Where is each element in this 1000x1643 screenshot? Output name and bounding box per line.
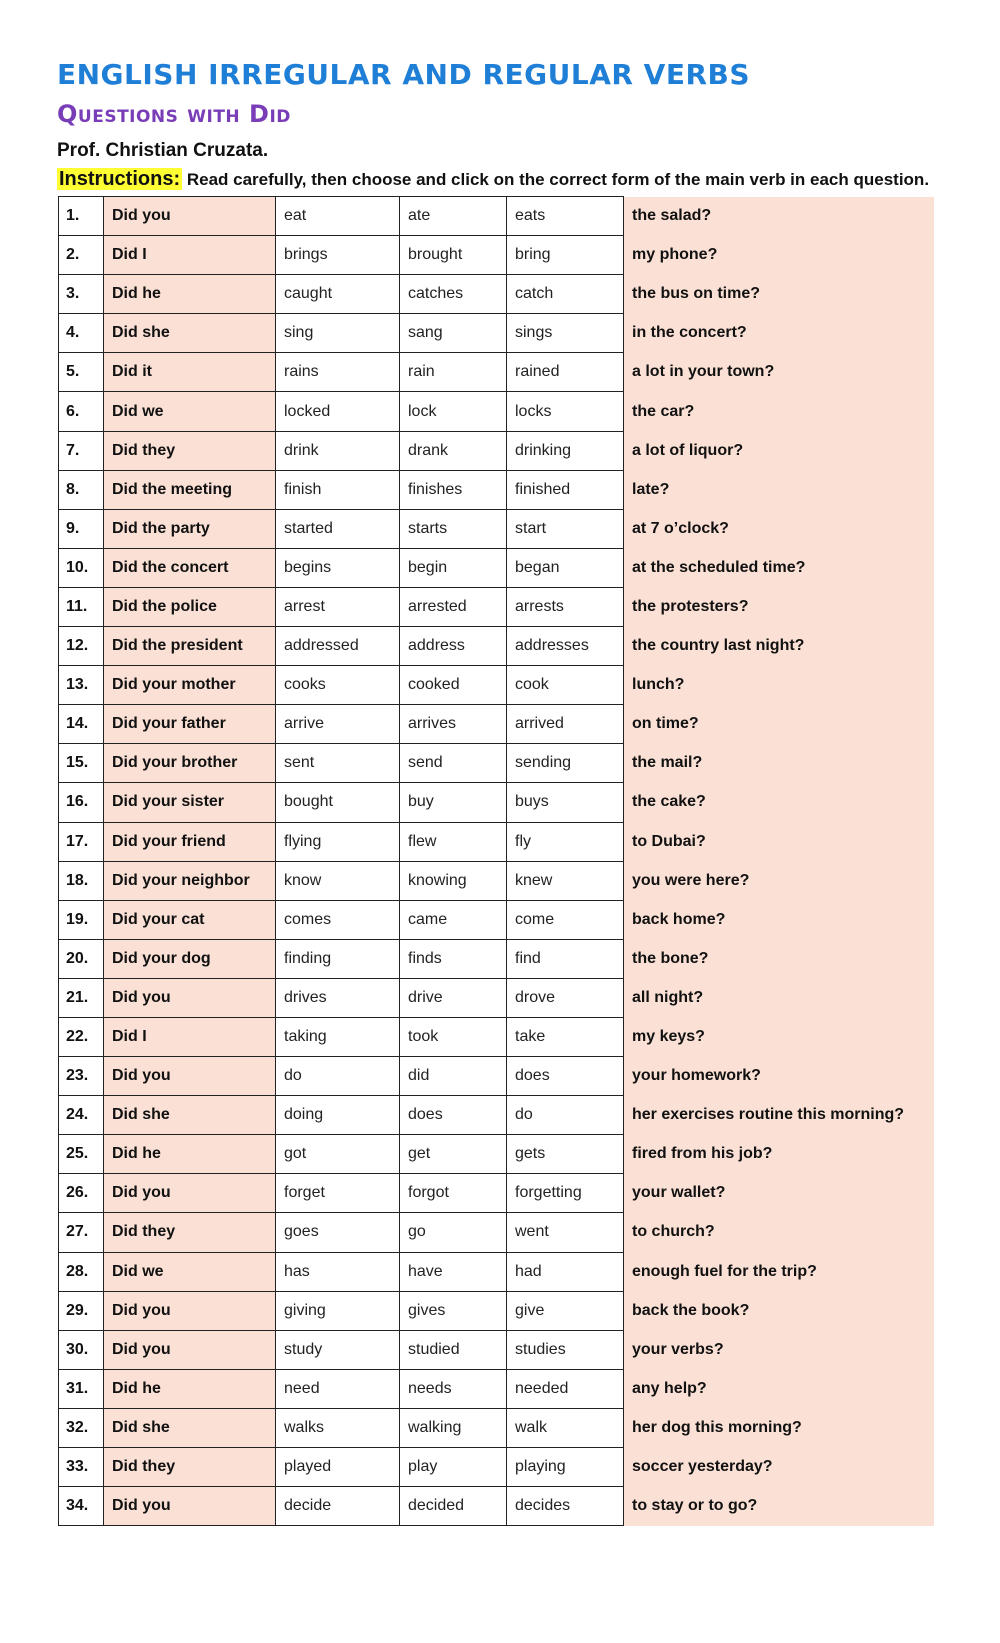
- question-number: 32.: [59, 1408, 104, 1447]
- verb-option-2[interactable]: go: [400, 1213, 507, 1252]
- verb-option-2[interactable]: lock: [400, 392, 507, 431]
- question-number: 10.: [59, 548, 104, 587]
- question-row: [59, 1174, 934, 1213]
- question-number: 17.: [59, 822, 104, 861]
- verb-option-3[interactable]: give: [507, 1291, 624, 1330]
- question-row: [59, 353, 934, 392]
- question-row: [59, 236, 934, 275]
- question-number: 16.: [59, 783, 104, 822]
- question-number: 29.: [59, 1291, 104, 1330]
- question-number: 22.: [59, 1017, 104, 1056]
- verb-option-3[interactable]: sending: [507, 744, 624, 783]
- verb-option-3[interactable]: finished: [507, 470, 624, 509]
- verb-option-2[interactable]: knowing: [400, 861, 507, 900]
- question-row: [59, 1408, 934, 1447]
- instructions: [57, 168, 929, 191]
- question-ending: to Dubai?: [624, 822, 934, 861]
- question-number: 21.: [59, 978, 104, 1017]
- question-subject: Did they: [104, 1213, 276, 1252]
- verb-option-1[interactable]: arrest: [276, 587, 400, 626]
- verb-option-1[interactable]: doing: [276, 1096, 400, 1135]
- question-row: [59, 197, 934, 236]
- question-subject: Did she: [104, 314, 276, 353]
- verb-option-3[interactable]: arrived: [507, 705, 624, 744]
- question-subject: Did your father: [104, 705, 276, 744]
- question-number: 27.: [59, 1213, 104, 1252]
- verb-option-1[interactable]: eat: [276, 197, 400, 236]
- question-subject: Did we: [104, 392, 276, 431]
- question-subject: Did the police: [104, 587, 276, 626]
- question-number: 15.: [59, 744, 104, 783]
- verb-option-3[interactable]: come: [507, 900, 624, 939]
- question-number: 18.: [59, 861, 104, 900]
- verb-option-2[interactable]: arrives: [400, 705, 507, 744]
- verb-option-1[interactable]: drives: [276, 978, 400, 1017]
- question-ending: the protesters?: [624, 587, 934, 626]
- verb-option-3[interactable]: walk: [507, 1408, 624, 1447]
- verb-option-1[interactable]: has: [276, 1252, 400, 1291]
- question-row: [59, 666, 934, 705]
- verb-option-3[interactable]: drove: [507, 978, 624, 1017]
- verb-option-3[interactable]: knew: [507, 861, 624, 900]
- verb-option-3[interactable]: start: [507, 509, 624, 548]
- question-number: 26.: [59, 1174, 104, 1213]
- verb-option-2[interactable]: brought: [400, 236, 507, 275]
- verb-option-3[interactable]: forgetting: [507, 1174, 624, 1213]
- verb-question-rows: [59, 197, 934, 1526]
- verb-option-3[interactable]: sings: [507, 314, 624, 353]
- question-subject: Did your brother: [104, 744, 276, 783]
- question-ending: my keys?: [624, 1017, 934, 1056]
- question-ending: the country last night?: [624, 627, 934, 666]
- question-row: [59, 1448, 934, 1487]
- question-subject: Did the president: [104, 627, 276, 666]
- question-ending: your verbs?: [624, 1330, 934, 1369]
- question-row: [59, 939, 934, 978]
- question-ending: to stay or to go?: [624, 1487, 934, 1526]
- verb-option-2[interactable]: sang: [400, 314, 507, 353]
- question-ending: on time?: [624, 705, 934, 744]
- question-subject: Did they: [104, 431, 276, 470]
- question-number: 33.: [59, 1448, 104, 1487]
- verb-option-1[interactable]: forget: [276, 1174, 400, 1213]
- verb-option-2[interactable]: have: [400, 1252, 507, 1291]
- question-ending: enough fuel for the trip?: [624, 1252, 934, 1291]
- verb-option-2[interactable]: needs: [400, 1369, 507, 1408]
- question-subject: Did you: [104, 1487, 276, 1526]
- verb-option-1[interactable]: played: [276, 1448, 400, 1487]
- question-ending: any help?: [624, 1369, 934, 1408]
- question-subject: Did the meeting: [104, 470, 276, 509]
- question-row: [59, 548, 934, 587]
- verb-option-3[interactable]: addresses: [507, 627, 624, 666]
- verb-option-3[interactable]: eats: [507, 197, 624, 236]
- verb-option-1[interactable]: brings: [276, 236, 400, 275]
- question-subject: Did you: [104, 197, 276, 236]
- question-ending: fired from his job?: [624, 1135, 934, 1174]
- question-ending: the bus on time?: [624, 275, 934, 314]
- question-number: 24.: [59, 1096, 104, 1135]
- question-subject: Did you: [104, 1174, 276, 1213]
- question-row: [59, 275, 934, 314]
- question-subject: Did your cat: [104, 900, 276, 939]
- question-ending: her exercises routine this morning?: [624, 1096, 934, 1135]
- question-row: [59, 1369, 934, 1408]
- author-name: Prof. Christian Cruzata.: [57, 140, 269, 161]
- question-subject: Did your mother: [104, 666, 276, 705]
- question-number: 4.: [59, 314, 104, 353]
- verb-option-1[interactable]: study: [276, 1330, 400, 1369]
- question-row: [59, 470, 934, 509]
- instructions-text: Read carefully, then choose and click on the correct form of the main verb in each question.: [182, 170, 930, 189]
- question-subject: Did the party: [104, 509, 276, 548]
- verb-option-3[interactable]: rained: [507, 353, 624, 392]
- worksheet-title: ENGLISH IRREGULAR AND REGULAR VERBS: [57, 58, 751, 91]
- verb-option-1[interactable]: cooks: [276, 666, 400, 705]
- question-number: 3.: [59, 275, 104, 314]
- verb-option-3[interactable]: take: [507, 1017, 624, 1056]
- question-ending: at 7 o’clock?: [624, 509, 934, 548]
- question-number: 23.: [59, 1057, 104, 1096]
- question-ending: a lot of liquor?: [624, 431, 934, 470]
- verb-option-1[interactable]: bought: [276, 783, 400, 822]
- verb-option-2[interactable]: cooked: [400, 666, 507, 705]
- question-ending: to church?: [624, 1213, 934, 1252]
- question-ending: my phone?: [624, 236, 934, 275]
- worksheet-subtitle: Questions with Did: [57, 100, 291, 128]
- verb-option-1[interactable]: sing: [276, 314, 400, 353]
- question-row: [59, 1291, 934, 1330]
- question-number: 6.: [59, 392, 104, 431]
- question-number: 19.: [59, 900, 104, 939]
- question-ending: the bone?: [624, 939, 934, 978]
- question-ending: soccer yesterday?: [624, 1448, 934, 1487]
- verb-option-3[interactable]: arrests: [507, 587, 624, 626]
- verb-option-2[interactable]: drive: [400, 978, 507, 1017]
- verb-option-3[interactable]: went: [507, 1213, 624, 1252]
- verb-option-1[interactable]: giving: [276, 1291, 400, 1330]
- question-subject: Did I: [104, 236, 276, 275]
- verb-option-2[interactable]: ate: [400, 197, 507, 236]
- verb-option-3[interactable]: buys: [507, 783, 624, 822]
- verb-option-3[interactable]: do: [507, 1096, 624, 1135]
- verb-option-2[interactable]: finds: [400, 939, 507, 978]
- question-ending: in the concert?: [624, 314, 934, 353]
- question-subject: Did your sister: [104, 783, 276, 822]
- question-number: 28.: [59, 1252, 104, 1291]
- verb-option-3[interactable]: had: [507, 1252, 624, 1291]
- question-row: [59, 822, 934, 861]
- verb-option-2[interactable]: forgot: [400, 1174, 507, 1213]
- question-row: [59, 1487, 934, 1526]
- verb-option-3[interactable]: find: [507, 939, 624, 978]
- question-ending: the mail?: [624, 744, 934, 783]
- question-ending: back the book?: [624, 1291, 934, 1330]
- verb-option-2[interactable]: studied: [400, 1330, 507, 1369]
- question-number: 20.: [59, 939, 104, 978]
- question-ending: your homework?: [624, 1057, 934, 1096]
- question-subject: Did we: [104, 1252, 276, 1291]
- question-subject: Did they: [104, 1448, 276, 1487]
- question-ending: a lot in your town?: [624, 353, 934, 392]
- question-number: 25.: [59, 1135, 104, 1174]
- question-ending: late?: [624, 470, 934, 509]
- verb-option-3[interactable]: decides: [507, 1487, 624, 1526]
- verb-option-3[interactable]: drinking: [507, 431, 624, 470]
- question-row: [59, 1096, 934, 1135]
- question-subject: Did it: [104, 353, 276, 392]
- verb-option-1[interactable]: got: [276, 1135, 400, 1174]
- verb-option-3[interactable]: cook: [507, 666, 624, 705]
- verb-option-2[interactable]: arrested: [400, 587, 507, 626]
- verb-option-2[interactable]: begin: [400, 548, 507, 587]
- question-subject: Did you: [104, 1057, 276, 1096]
- verb-option-3[interactable]: bring: [507, 236, 624, 275]
- question-number: 14.: [59, 705, 104, 744]
- question-number: 5.: [59, 353, 104, 392]
- verb-option-2[interactable]: decided: [400, 1487, 507, 1526]
- question-subject: Did I: [104, 1017, 276, 1056]
- question-row: [59, 861, 934, 900]
- verb-option-1[interactable]: decide: [276, 1487, 400, 1526]
- verb-option-1[interactable]: need: [276, 1369, 400, 1408]
- verb-option-1[interactable]: arrive: [276, 705, 400, 744]
- question-row: [59, 705, 934, 744]
- question-number: 12.: [59, 627, 104, 666]
- verb-option-1[interactable]: sent: [276, 744, 400, 783]
- verb-option-3[interactable]: does: [507, 1057, 624, 1096]
- question-ending: the cake?: [624, 783, 934, 822]
- verb-option-1[interactable]: know: [276, 861, 400, 900]
- question-subject: Did she: [104, 1096, 276, 1135]
- verb-option-2[interactable]: came: [400, 900, 507, 939]
- question-row: [59, 509, 934, 548]
- question-subject: Did you: [104, 1291, 276, 1330]
- verb-option-2[interactable]: took: [400, 1017, 507, 1056]
- verb-option-1[interactable]: started: [276, 509, 400, 548]
- verb-option-1[interactable]: comes: [276, 900, 400, 939]
- question-subject: Did your friend: [104, 822, 276, 861]
- question-row: [59, 1330, 934, 1369]
- question-subject: Did you: [104, 978, 276, 1017]
- verb-option-2[interactable]: starts: [400, 509, 507, 548]
- question-row: [59, 1017, 934, 1056]
- verb-option-3[interactable]: gets: [507, 1135, 624, 1174]
- verb-option-3[interactable]: playing: [507, 1448, 624, 1487]
- verb-option-1[interactable]: addressed: [276, 627, 400, 666]
- verb-option-2[interactable]: did: [400, 1057, 507, 1096]
- verb-option-1[interactable]: begins: [276, 548, 400, 587]
- verb-option-2[interactable]: drank: [400, 431, 507, 470]
- verb-option-2[interactable]: play: [400, 1448, 507, 1487]
- question-ending: lunch?: [624, 666, 934, 705]
- verb-option-3[interactable]: catch: [507, 275, 624, 314]
- verb-option-1[interactable]: locked: [276, 392, 400, 431]
- question-subject: Did you: [104, 1330, 276, 1369]
- question-row: [59, 1135, 934, 1174]
- verb-option-2[interactable]: catches: [400, 275, 507, 314]
- verb-option-1[interactable]: goes: [276, 1213, 400, 1252]
- question-ending: at the scheduled time?: [624, 548, 934, 587]
- question-ending: your wallet?: [624, 1174, 934, 1213]
- verb-option-1[interactable]: drink: [276, 431, 400, 470]
- verb-option-1[interactable]: flying: [276, 822, 400, 861]
- verb-option-1[interactable]: finding: [276, 939, 400, 978]
- question-ending: back home?: [624, 900, 934, 939]
- verb-option-2[interactable]: finishes: [400, 470, 507, 509]
- verb-option-3[interactable]: began: [507, 548, 624, 587]
- verb-option-2[interactable]: address: [400, 627, 507, 666]
- question-subject: Did the concert: [104, 548, 276, 587]
- question-row: [59, 1213, 934, 1252]
- question-ending: her dog this morning?: [624, 1408, 934, 1447]
- verb-option-1[interactable]: caught: [276, 275, 400, 314]
- instructions-label: Instructions:: [59, 168, 181, 190]
- question-number: 2.: [59, 236, 104, 275]
- question-subject: Did she: [104, 1408, 276, 1447]
- question-row: [59, 587, 934, 626]
- verb-option-3[interactable]: studies: [507, 1330, 624, 1369]
- verb-option-2[interactable]: gives: [400, 1291, 507, 1330]
- question-number: 13.: [59, 666, 104, 705]
- verb-option-2[interactable]: get: [400, 1135, 507, 1174]
- verb-question-table: [58, 196, 934, 1526]
- verb-option-2[interactable]: does: [400, 1096, 507, 1135]
- question-subject: Did your neighbor: [104, 861, 276, 900]
- verb-option-1[interactable]: walks: [276, 1408, 400, 1447]
- verb-option-2[interactable]: send: [400, 744, 507, 783]
- verb-option-2[interactable]: flew: [400, 822, 507, 861]
- verb-option-2[interactable]: buy: [400, 783, 507, 822]
- verb-option-3[interactable]: fly: [507, 822, 624, 861]
- question-subject: Did he: [104, 1135, 276, 1174]
- verb-option-3[interactable]: needed: [507, 1369, 624, 1408]
- question-ending: the salad?: [624, 197, 934, 236]
- question-row: [59, 392, 934, 431]
- question-number: 1.: [59, 197, 104, 236]
- question-row: [59, 431, 934, 470]
- verb-option-2[interactable]: rain: [400, 353, 507, 392]
- question-number: 8.: [59, 470, 104, 509]
- question-ending: you were here?: [624, 861, 934, 900]
- verb-option-3[interactable]: locks: [507, 392, 624, 431]
- verb-option-1[interactable]: taking: [276, 1017, 400, 1056]
- question-row: [59, 978, 934, 1017]
- question-ending: the car?: [624, 392, 934, 431]
- question-subject: Did your dog: [104, 939, 276, 978]
- question-ending: all night?: [624, 978, 934, 1017]
- question-number: 30.: [59, 1330, 104, 1369]
- question-row: [59, 1057, 934, 1096]
- verb-option-1[interactable]: rains: [276, 353, 400, 392]
- question-number: 31.: [59, 1369, 104, 1408]
- question-number: 9.: [59, 509, 104, 548]
- question-row: [59, 783, 934, 822]
- verb-option-2[interactable]: walking: [400, 1408, 507, 1447]
- question-row: [59, 1252, 934, 1291]
- question-row: [59, 314, 934, 353]
- question-subject: Did he: [104, 1369, 276, 1408]
- question-number: 34.: [59, 1487, 104, 1526]
- verb-option-1[interactable]: do: [276, 1057, 400, 1096]
- question-number: 7.: [59, 431, 104, 470]
- question-number: 11.: [59, 587, 104, 626]
- verb-option-1[interactable]: finish: [276, 470, 400, 509]
- question-subject: Did he: [104, 275, 276, 314]
- question-row: [59, 900, 934, 939]
- question-row: [59, 744, 934, 783]
- question-row: [59, 627, 934, 666]
